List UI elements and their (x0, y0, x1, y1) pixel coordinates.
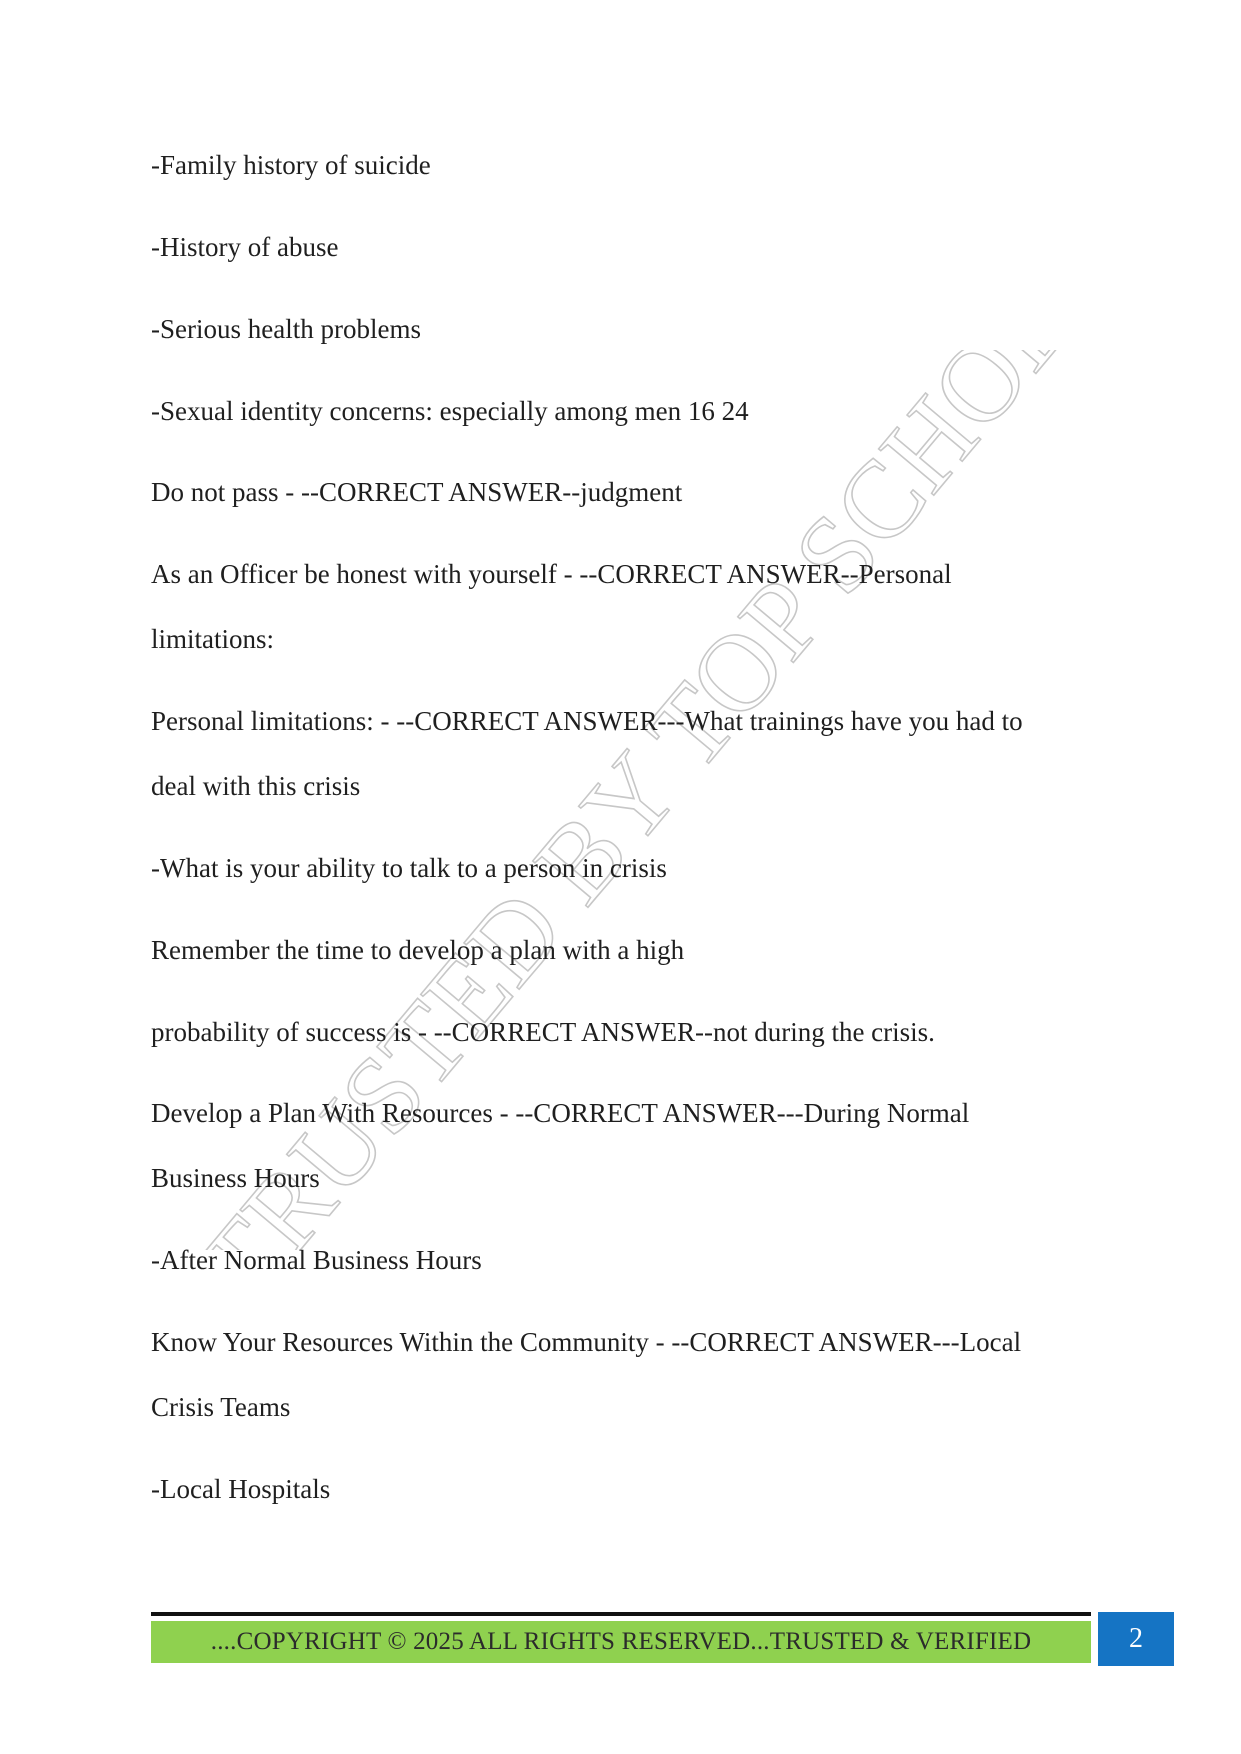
footer-copyright-band (151, 1621, 1091, 1663)
text-line: -After Normal Business Hours (151, 1245, 482, 1275)
text-line: Know Your Resources Within the Community - --CORRECT ANSWER---Local (151, 1327, 1022, 1357)
text-line: limitations: (151, 624, 275, 654)
page-number: 2 (1129, 1623, 1143, 1654)
watermark-text: TRUSTED BY TOP SCHOLARS (174, 350, 1120, 1250)
text-line: -Serious health problems (151, 314, 421, 344)
text-line: -What is your ability to talk to a person in crisis (151, 853, 667, 883)
text-line: Crisis Teams (151, 1392, 291, 1422)
text-line: Personal limitations: - --CORRECT ANSWER---What trainings have you had to (151, 706, 1023, 736)
text-line: probability of success is - --CORRECT ANSWER--not during the crisis. (151, 1017, 935, 1047)
text-line: -Sexual identity concerns: especially among men 16 24 (151, 396, 749, 426)
text-line: -Local Hospitals (151, 1474, 331, 1504)
text-line: -History of abuse (151, 232, 339, 262)
text-line: -Family history of suicide (151, 150, 431, 180)
copyright-text: ....COPYRIGHT © 2025 ALL RIGHTS RESERVED...TRUSTED & VERIFIED (210, 1628, 1032, 1655)
footer-divider (151, 1612, 1091, 1616)
text-line: Business Hours (151, 1163, 320, 1193)
text-line: As an Officer be honest with yourself - --CORRECT ANSWER--Personal (151, 559, 952, 589)
text-line: deal with this crisis (151, 771, 361, 801)
text-line: Develop a Plan With Resources - --CORRECT ANSWER---During Normal (151, 1098, 970, 1128)
text-line: Remember the time to develop a plan with a high (151, 935, 685, 965)
text-line: Do not pass - --CORRECT ANSWER--judgment (151, 477, 683, 507)
page-number-box (1098, 1612, 1174, 1666)
